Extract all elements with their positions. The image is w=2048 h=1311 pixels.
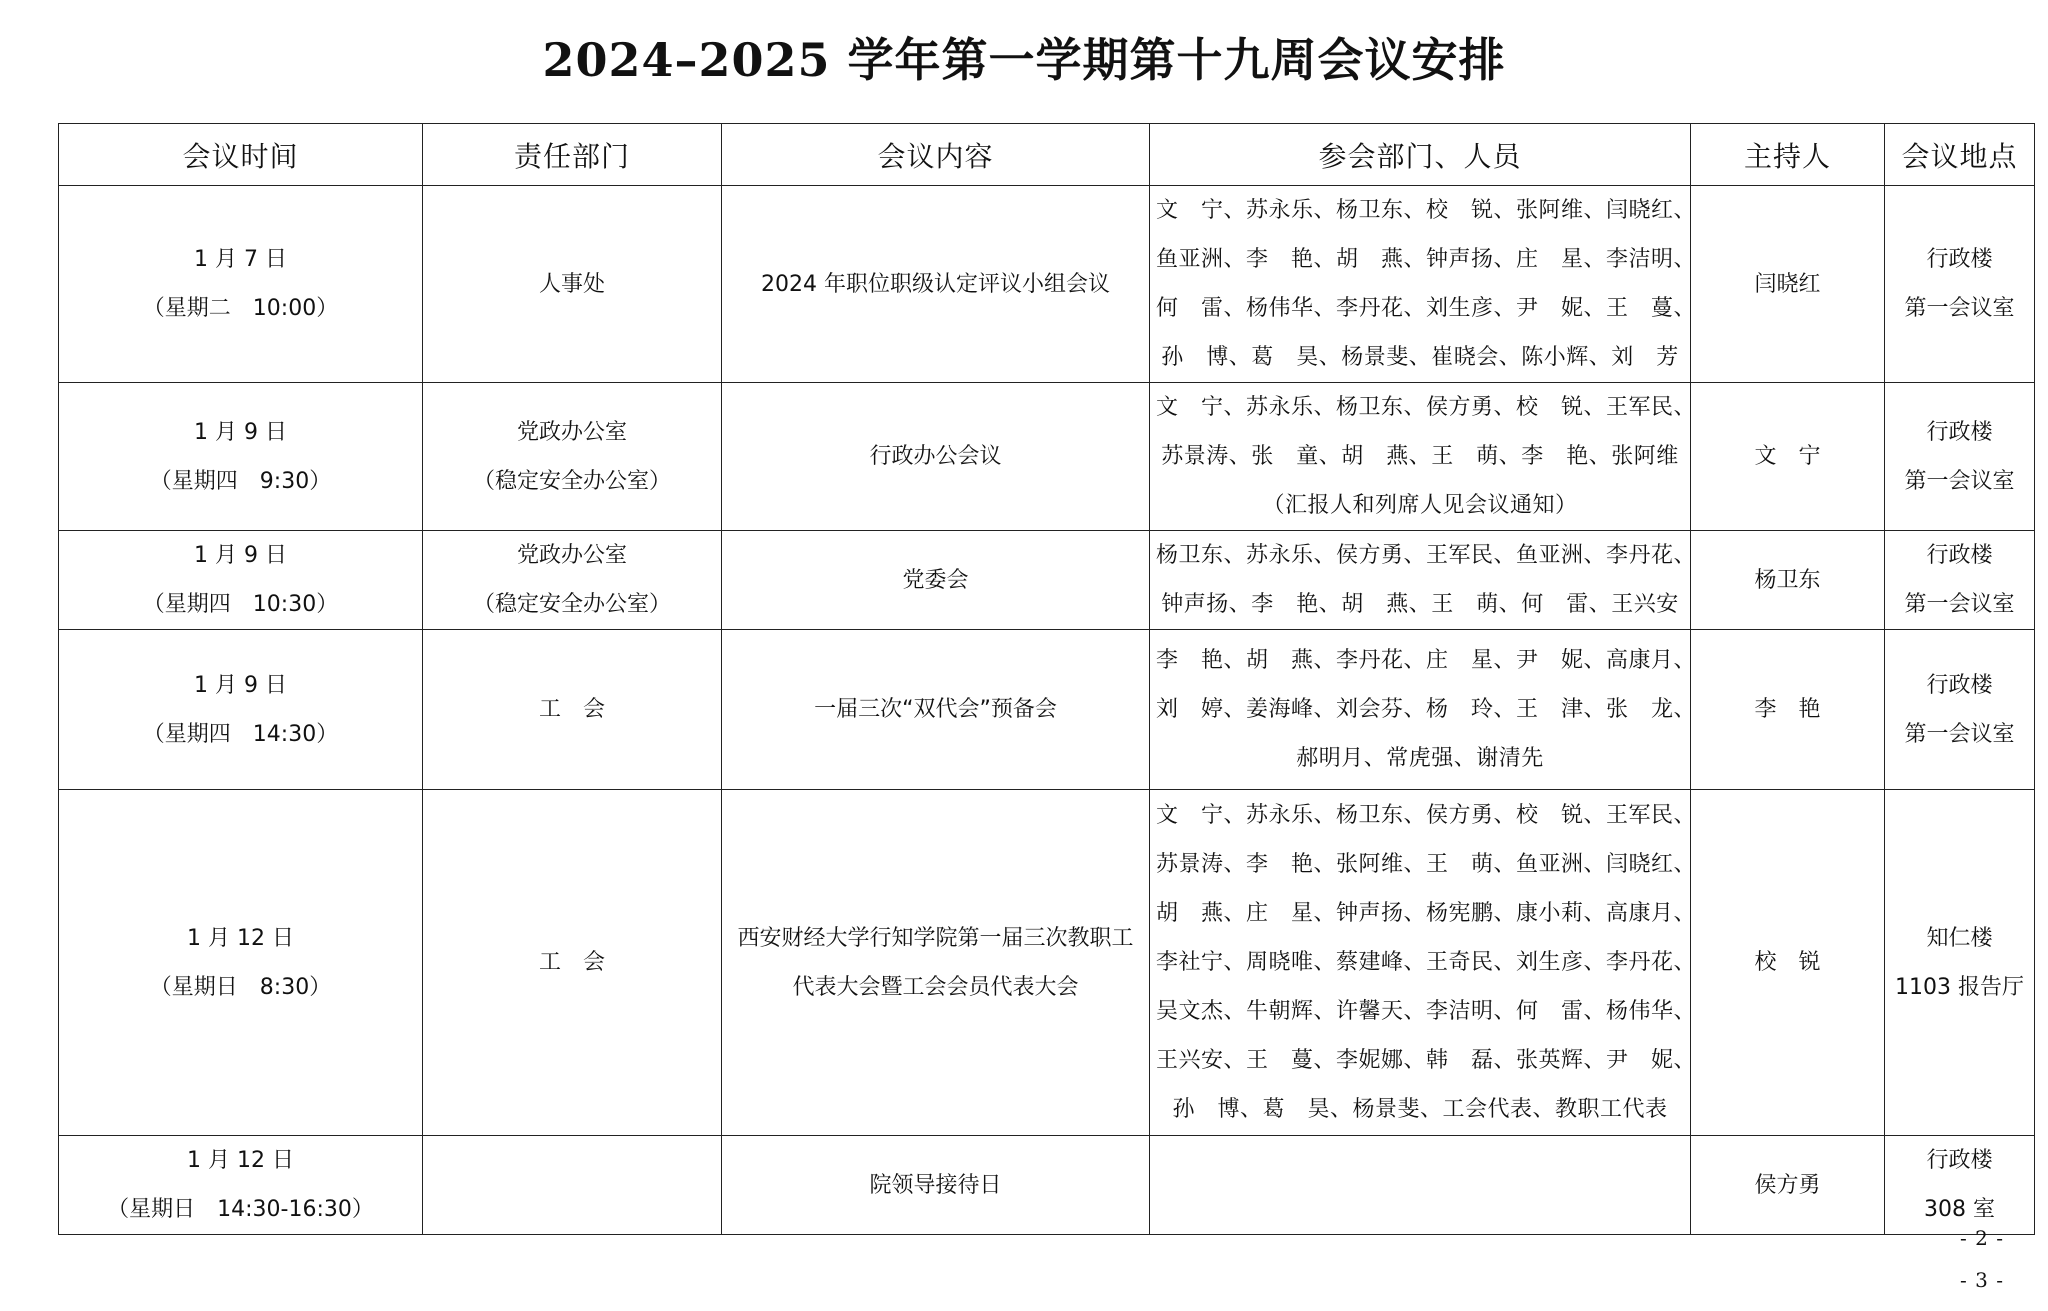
meeting-weekday-time: （星期日 14:30-16:30）: [107, 1197, 374, 1222]
dept-line: （稳定安全办公室）: [472, 468, 671, 494]
attendees-cell: [1150, 630, 1697, 790]
responsible-dept-cell: [423, 790, 722, 1136]
location-cell: [1885, 531, 2035, 630]
content-line: 2024 年职位职级认定评议小组会议: [761, 271, 1110, 297]
attendees-line: 胡 燕、庄 星、钟声扬、杨宪鹏、康小莉、高康月、: [1156, 901, 1697, 926]
location-line: 行政楼: [1926, 672, 1993, 698]
header-responsible-dept: 责任部门: [423, 124, 722, 186]
host-cell: [1691, 1136, 1885, 1235]
content-line: 党委会: [902, 567, 969, 593]
content-line: 院领导接待日: [869, 1172, 1002, 1198]
content-line: 西安财经大学行知学院第一届三次教职工: [737, 925, 1134, 951]
meeting-time-cell: [59, 383, 423, 531]
location-cell: [1885, 790, 2035, 1136]
location-line: 308 室: [1924, 1197, 1995, 1222]
table-row: [59, 383, 2035, 531]
responsible-dept-cell: [423, 630, 722, 790]
host-name: 侯方勇: [1754, 1172, 1821, 1198]
meeting-date: 1 月 12 日: [187, 1148, 294, 1173]
table-row: [59, 630, 2035, 790]
location-cell: [1885, 630, 2035, 790]
meeting-content-cell: [722, 630, 1150, 790]
location-cell: [1885, 1136, 2035, 1235]
attendees-line: 吴文杰、牛朝辉、许馨天、李洁明、何 雷、杨伟华、: [1156, 999, 1697, 1024]
attendees-cell: [1150, 531, 1697, 630]
attendees-line: 苏景涛、李 艳、张阿维、王 萌、鱼亚洲、闫晓红、: [1156, 852, 1697, 877]
header-meeting-content: 会议内容: [722, 124, 1150, 186]
host-cell: [1691, 186, 1885, 383]
attendees-line: 孙 博、葛 昊、杨景斐、工会代表、教职工代表: [1172, 1097, 1668, 1122]
location-line: 第一会议室: [1904, 592, 2015, 617]
meeting-time-cell: [59, 1136, 423, 1235]
host-name: 杨卫东: [1754, 567, 1821, 593]
attendees-line: 刘 婷、姜海峰、刘会芬、杨 玲、王 津、张 龙、: [1156, 697, 1697, 722]
meeting-date: 1 月 12 日: [187, 925, 294, 951]
location-line: 知仁楼: [1926, 925, 1993, 951]
dept-line: 党政办公室: [516, 419, 627, 445]
dept-line: 人事处: [538, 271, 605, 297]
location-line: 行政楼: [1926, 1148, 1993, 1173]
attendees-line: 李 艳、胡 燕、李丹花、庄 星、尹 妮、高康月、: [1156, 648, 1697, 673]
table-row: [59, 1136, 2035, 1235]
attendees-line: 文 宁、苏永乐、杨卫东、校 锐、张阿维、闫晓红、: [1156, 198, 1697, 223]
location-line: 行政楼: [1926, 419, 1993, 445]
location-line: 第一会议室: [1904, 296, 2015, 321]
dept-line: 工 会: [538, 697, 605, 722]
attendees-cell: [1150, 186, 1697, 383]
meeting-weekday-time: （星期日 8:30）: [149, 974, 332, 1000]
dept-line: 工 会: [538, 950, 605, 975]
location-line: 行政楼: [1926, 543, 1993, 568]
meeting-date: 1 月 9 日: [194, 672, 287, 698]
attendees-line: 杨卫东、苏永乐、侯方勇、王军民、鱼亚洲、李丹花、: [1156, 543, 1697, 568]
page-title: 2024–2025 学年第一学期第十九周会议安排: [542, 33, 1506, 87]
table-body: [59, 186, 2035, 1235]
attendees-line: 文 宁、苏永乐、杨卫东、侯方勇、校 锐、王军民、: [1156, 803, 1697, 828]
meeting-date: 1 月 9 日: [194, 419, 287, 445]
attendees-line: 李社宁、周晓唯、蔡建峰、王奇民、刘生彦、李丹花、: [1156, 950, 1697, 975]
meeting-content-cell: [722, 383, 1150, 531]
host-name: 闫晓红: [1754, 271, 1821, 297]
location-line: 行政楼: [1926, 247, 1993, 272]
dept-line: （稳定安全办公室）: [472, 592, 671, 617]
attendees-line: 孙 博、葛 昊、杨景斐、崔晓会、陈小辉、刘 芳: [1161, 345, 1679, 370]
table-header-row: [59, 124, 2035, 186]
meeting-date: 1 月 7 日: [194, 247, 287, 272]
attendees-line: （汇报人和列席人见会议通知）: [1262, 493, 1578, 518]
meeting-content-cell: [722, 1136, 1150, 1235]
page-number: - 3 -: [1960, 1268, 2004, 1292]
location-line: 第一会议室: [1904, 721, 2015, 747]
meeting-content-cell: [722, 790, 1150, 1136]
host-name: 李 艳: [1754, 697, 1821, 722]
meeting-time-cell: [59, 531, 423, 630]
responsible-dept-cell: [423, 1136, 722, 1235]
attendees-cell: [1150, 790, 1697, 1136]
table-row: [59, 186, 2035, 383]
meeting-weekday-time: （星期四 14:30）: [142, 721, 339, 747]
location-cell: [1885, 186, 2035, 383]
attendees-cell: [1150, 383, 1697, 531]
attendees-line: 钟声扬、李 艳、胡 燕、王 萌、何 雷、王兴安: [1161, 592, 1679, 617]
content-line: 行政办公会议: [869, 444, 1002, 469]
header-host: 主持人: [1691, 124, 1885, 186]
attendees-line: 鱼亚洲、李 艳、胡 燕、钟声扬、庄 星、李洁明、: [1156, 247, 1697, 272]
attendees-line: 文 宁、苏永乐、杨卫东、侯方勇、校 锐、王军民、: [1156, 395, 1697, 420]
meeting-time-cell: [59, 790, 423, 1136]
attendees-line: 苏景涛、张 童、胡 燕、王 萌、李 艳、张阿维: [1161, 444, 1679, 469]
location-line: 第一会议室: [1904, 468, 2015, 494]
meeting-schedule-table: [58, 123, 2035, 1235]
host-cell: [1691, 531, 1885, 630]
page-number: - 2 -: [1960, 1226, 2004, 1250]
header-meeting-time: 会议时间: [59, 124, 423, 186]
meeting-date: 1 月 9 日: [194, 543, 287, 568]
header-attendees: 参会部门、人员: [1150, 124, 1691, 186]
host-name: 文 宁: [1754, 444, 1821, 469]
attendees-line: 郝明月、常虎强、谢清先: [1296, 746, 1544, 771]
host-cell: [1691, 630, 1885, 790]
host-cell: [1691, 790, 1885, 1136]
meeting-weekday-time: （星期四 10:30）: [142, 592, 339, 617]
table-row: [59, 790, 2035, 1136]
meeting-content-cell: [722, 186, 1150, 383]
responsible-dept-cell: [423, 531, 722, 630]
meeting-content-cell: [722, 531, 1150, 630]
responsible-dept-cell: [423, 383, 722, 531]
attendees-line: 王兴安、王 蔓、李妮娜、韩 磊、张英辉、尹 妮、: [1156, 1048, 1697, 1073]
attendees-line: 何 雷、杨伟华、李丹花、刘生彦、尹 妮、王 蔓、: [1156, 296, 1697, 321]
host-cell: [1691, 383, 1885, 531]
content-line: 一届三次“双代会”预备会: [814, 697, 1057, 722]
attendees-cell: [1150, 1136, 1691, 1235]
meeting-weekday-time: （星期二 10:00）: [142, 296, 339, 321]
dept-line: 党政办公室: [516, 543, 627, 568]
location-cell: [1885, 383, 2035, 531]
host-name: 校 锐: [1754, 950, 1821, 975]
location-line: 1103 报告厅: [1895, 974, 2024, 1000]
content-line: 代表大会暨工会会员代表大会: [792, 974, 1079, 1000]
meeting-time-cell: [59, 630, 423, 790]
meeting-time-cell: [59, 186, 423, 383]
meeting-weekday-time: （星期四 9:30）: [149, 468, 332, 494]
header-location: 会议地点: [1885, 124, 2035, 186]
responsible-dept-cell: [423, 186, 722, 383]
table-row: [59, 531, 2035, 630]
